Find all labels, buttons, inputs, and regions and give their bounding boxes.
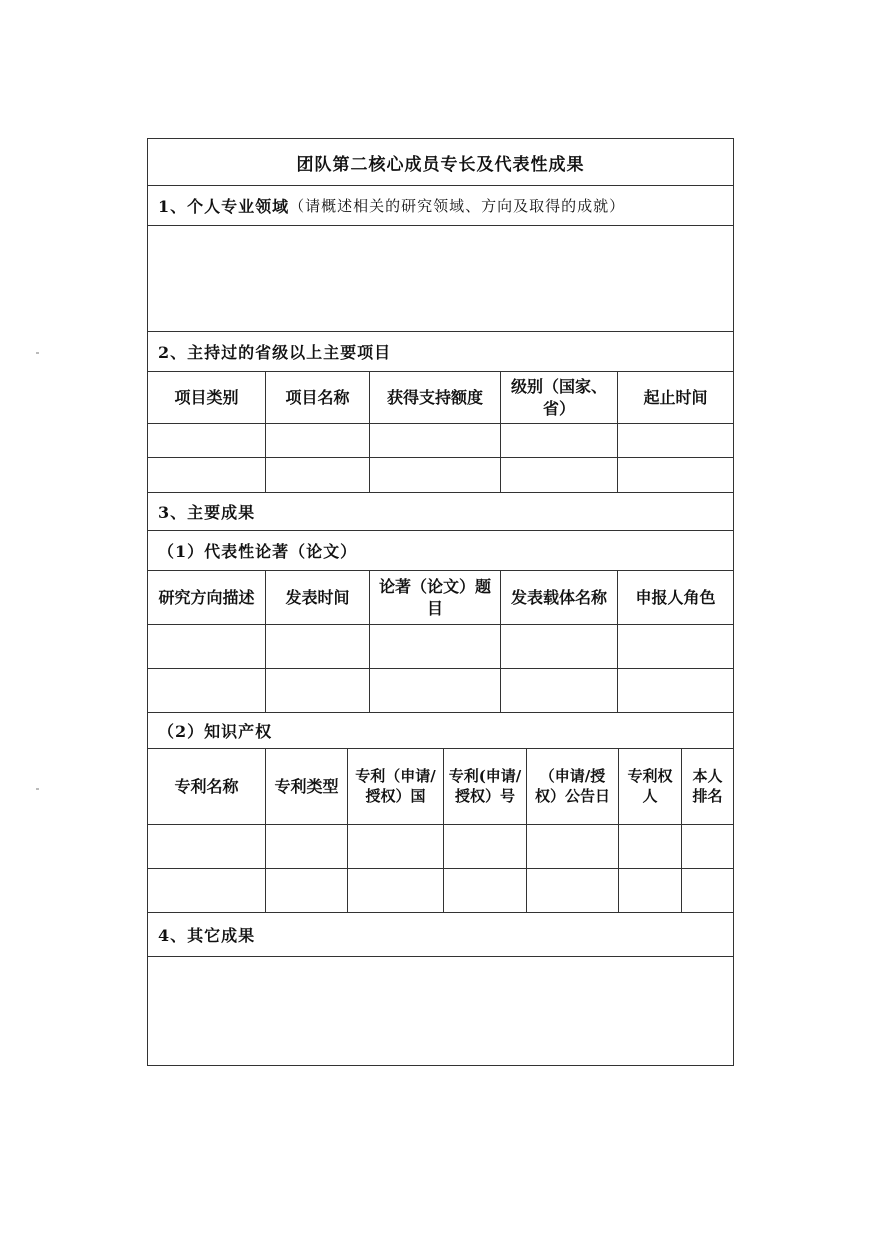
table-cell[interactable] — [148, 869, 266, 912]
projects-col-header: 起止时间 — [643, 387, 708, 407]
table-row — [148, 825, 733, 869]
table-cell[interactable] — [619, 869, 682, 912]
projects-col-header: 获得支持额度 — [370, 372, 501, 423]
table-row — [148, 458, 733, 493]
table-cell[interactable] — [682, 869, 733, 912]
section-1-label: 1、个人专业领域 — [158, 197, 290, 216]
projects-col-header: 级别（国家、省） — [501, 372, 618, 423]
table-cell[interactable] — [618, 424, 733, 457]
table-cell[interactable] — [148, 669, 266, 712]
table-cell[interactable] — [501, 669, 618, 712]
publications-subheader — [148, 531, 733, 571]
table-cell[interactable] — [148, 625, 266, 668]
ip-col-header: 专利（申请/授权）国 — [348, 749, 444, 824]
table-cell[interactable] — [370, 669, 501, 712]
publications-header-row — [148, 571, 733, 625]
table-cell[interactable] — [370, 424, 501, 457]
publications-col-header: 发表时间 — [266, 571, 370, 624]
ip-label: （2）知识产权 — [158, 722, 273, 741]
table-cell[interactable] — [266, 825, 348, 868]
table-cell[interactable] — [619, 825, 682, 868]
section-1-input-area[interactable] — [148, 226, 733, 332]
table-cell[interactable] — [618, 625, 733, 668]
section-2-header — [148, 332, 733, 372]
table-cell[interactable] — [266, 458, 370, 492]
section-1-header — [148, 186, 733, 226]
table-cell[interactable] — [348, 825, 444, 868]
scan-mark — [36, 788, 39, 790]
ip-col-header: 专利名称 — [148, 749, 266, 824]
table-cell[interactable] — [148, 458, 266, 492]
projects-col-header: 项目类别 — [148, 372, 266, 423]
table-cell[interactable] — [682, 825, 733, 868]
publications-label: （1）代表性论著（论文） — [158, 542, 358, 561]
projects-header-row — [148, 372, 733, 424]
table-cell[interactable] — [148, 424, 266, 457]
section-1-hint: （请概述相关的研究领域、方向及取得的成就） — [289, 197, 626, 215]
table-cell[interactable] — [501, 424, 618, 457]
table-cell[interactable] — [348, 869, 444, 912]
form-title: 团队第二核心成员专长及代表性成果 — [148, 139, 733, 186]
table-cell[interactable] — [266, 869, 348, 912]
ip-col-header: 专利(申请/授权）号 — [444, 749, 527, 824]
table-cell[interactable] — [444, 825, 527, 868]
table-cell[interactable] — [370, 458, 501, 492]
publications-col-header: 发表载体名称 — [501, 571, 618, 624]
section-4-input-area[interactable] — [148, 957, 733, 1065]
table-cell[interactable] — [618, 669, 733, 712]
section-4-label: 4、其它成果 — [158, 926, 256, 945]
section-2-label: 2、主持过的省级以上主要项目 — [158, 343, 392, 362]
table-cell[interactable] — [527, 869, 619, 912]
ip-col-header: （申请/授权）公告日 — [527, 749, 619, 824]
table-cell[interactable] — [266, 669, 370, 712]
table-cell[interactable] — [370, 625, 501, 668]
publications-col-header: 研究方向描述 — [148, 571, 266, 624]
table-cell[interactable] — [618, 458, 733, 492]
projects-col-header: 项目名称 — [266, 372, 370, 423]
ip-subheader — [148, 713, 733, 749]
ip-col-header: 专利类型 — [266, 749, 348, 824]
table-cell[interactable] — [266, 625, 370, 668]
section-3-header — [148, 493, 733, 531]
scan-mark — [36, 352, 39, 354]
ip-col-header: 本人排名 — [692, 767, 723, 805]
publications-col-header: 论著（论文）题目 — [370, 571, 501, 624]
table-row — [148, 869, 733, 913]
section-3-label: 3、主要成果 — [158, 503, 256, 522]
table-cell[interactable] — [148, 825, 266, 868]
table-row — [148, 424, 733, 458]
table-row — [148, 625, 733, 669]
form-table — [147, 138, 734, 1066]
section-4-header — [148, 913, 733, 957]
table-cell[interactable] — [527, 825, 619, 868]
table-cell[interactable] — [266, 424, 370, 457]
table-cell[interactable] — [501, 458, 618, 492]
publications-col-header: 申报人角色 — [635, 587, 716, 607]
ip-header-row — [148, 749, 733, 825]
table-row — [148, 669, 733, 713]
ip-col-header: 专利权人 — [619, 749, 682, 824]
table-cell[interactable] — [444, 869, 527, 912]
table-cell[interactable] — [501, 625, 618, 668]
